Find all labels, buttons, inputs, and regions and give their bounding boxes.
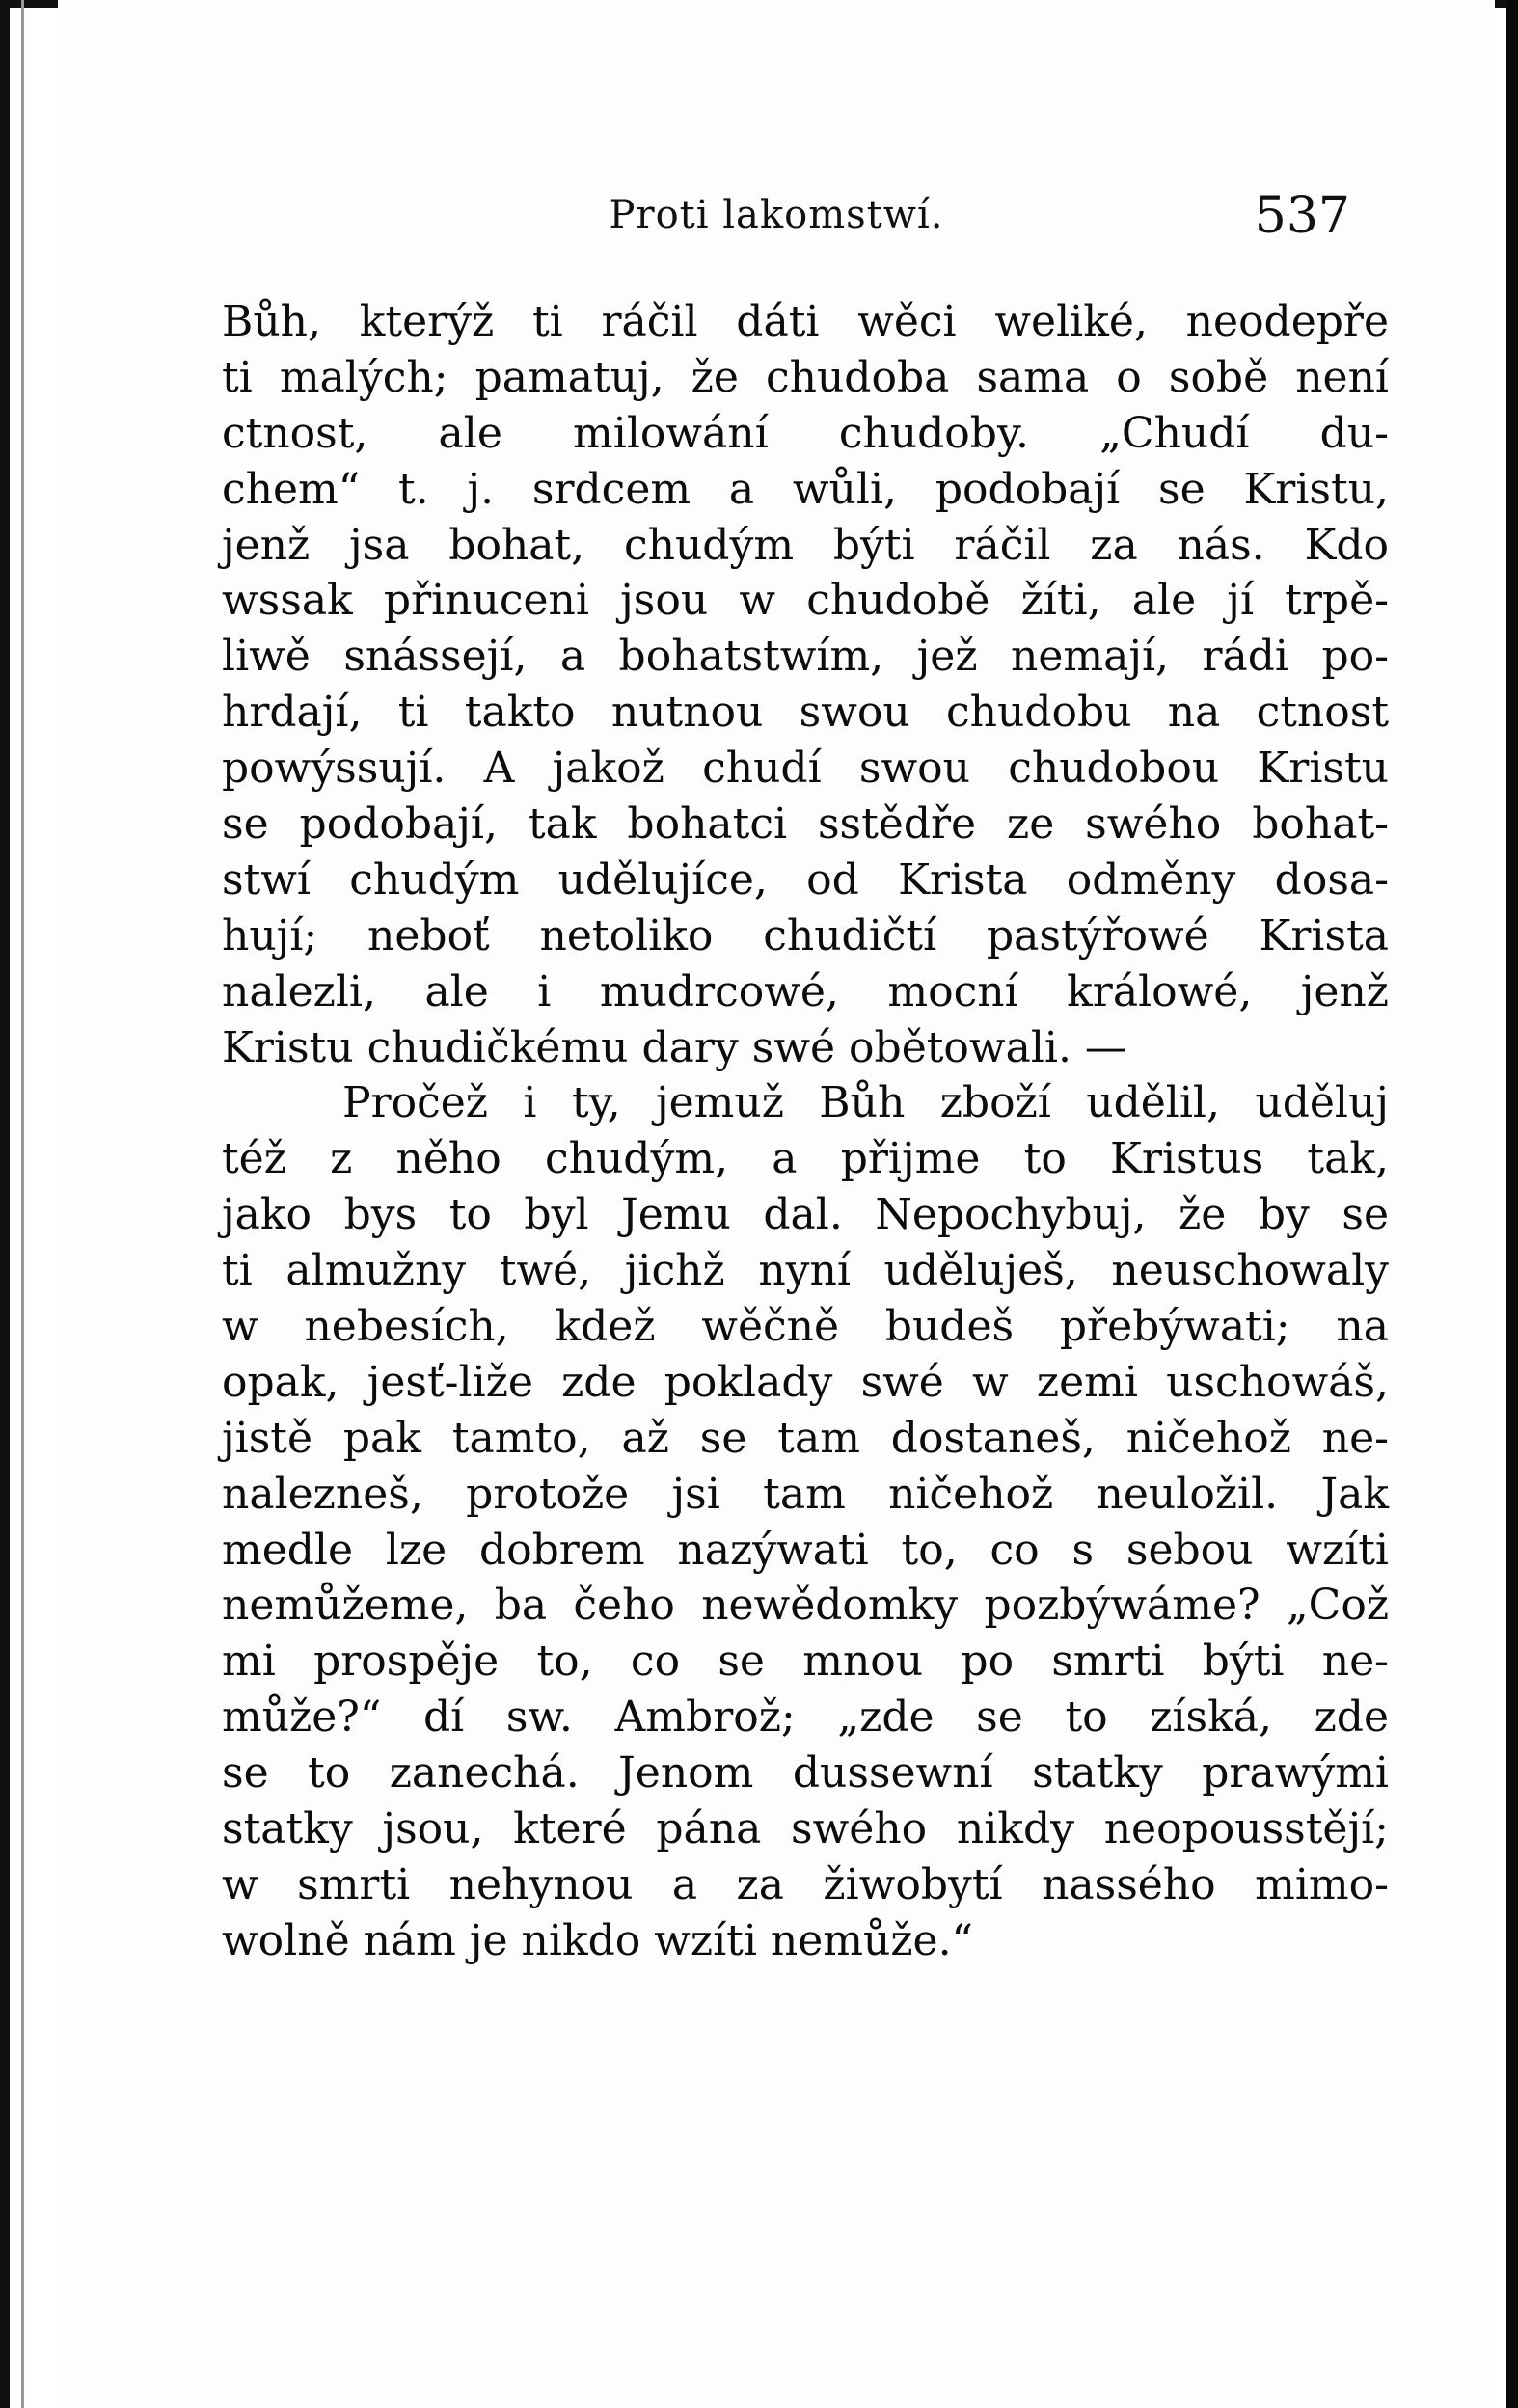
text-line: liwě snássejí, a bohatstwím, jež nemají, rádi po- (222, 632, 1389, 682)
text-line: Pročež i ty, jemuž Bůh zboží udělil, uděluj (342, 1078, 1389, 1128)
page-number: 537 (1254, 187, 1350, 245)
text-line: hují; neboť netoliko chudičtí pastýřowé Krista (222, 910, 1389, 960)
text-line: Kristu chudičkému dary swé obětowali. — (222, 1022, 1127, 1072)
text-line: jenž jsa bohat, chudým býti ráčil za nás. Kdo (222, 520, 1389, 570)
text-line: statky jsou, které pána swého nikdy neopousstějí; (222, 1804, 1389, 1854)
text-line: jako bys to byl Jemu dal. Nepochybuj, že by se (222, 1190, 1389, 1240)
text-line: opak, jesť-liže zde poklady swé w zemi uschowáš, (222, 1357, 1389, 1407)
text-line: medle lze dobrem nazýwati to, co s sebou wzíti (222, 1525, 1389, 1575)
text-line: může?“ dí sw. Ambrož; „zde se to získá, zde (222, 1692, 1389, 1743)
text-line: mi prospěje to, co se mnou po smrti býti ne- (222, 1637, 1389, 1687)
scan-edge-right (1506, 0, 1518, 2408)
text-line: se podobají, tak bohatci sstědře ze swého bohat- (222, 799, 1389, 850)
text-line: nalezneš, protože jsi tam ničehož neuložil. Jak (222, 1469, 1389, 1519)
text-line: stwí chudým udělujíce, od Krista odměny dosa- (222, 854, 1389, 905)
running-title: Proti lakomstwí. (609, 193, 944, 237)
scan-stripe-left (21, 0, 24, 2408)
body-text (222, 294, 1389, 1969)
text-line: ti almužny twé, jichž nyní uděluješ, neuschowaly (222, 1246, 1389, 1296)
text-line: wssak přinuceni jsou w chudobě žíti, ale jí trpě- (222, 576, 1389, 626)
text-line: w nebesích, kdež wěčně budeš přebýwati; na (222, 1302, 1389, 1352)
text-line: Bůh, kterýž ti ráčil dáti wěci weliké, neodepře (222, 297, 1389, 346)
page-header (58, 183, 1495, 251)
text-line: hrdají, ti takto nutnou swou chudobu na ctnost (222, 688, 1389, 738)
text-line: ctnost, ale milowání chudoby. „Chudí du- (222, 408, 1389, 458)
text-line: chem“ t. j. srdcem a wůli, podobají se Kristu, (222, 464, 1389, 514)
text-line: nemůžeme, ba čeho newědomky pozbýwáme? „Což (222, 1581, 1389, 1631)
text-line: ti malých; pamatuj, že chudoba sama o sobě není (222, 352, 1389, 402)
text-line: w smrti nehynou a za žiwobytí nassého mimo- (222, 1859, 1389, 1909)
text-line: se to zanechá. Jenom dussewní statky prawými (222, 1748, 1389, 1799)
text-line: wolně nám je nikdo wzíti nemůže.“ (222, 1915, 974, 1965)
text-line: též z něho chudým, a přijme to Kristus tak, (222, 1134, 1389, 1184)
text-line: powýssují. A jakož chudí swou chudobou Kristu (222, 744, 1389, 794)
text-line: nalezli, ale i mudrcowé, mocní králowé, jenž (222, 966, 1389, 1016)
book-page (58, 0, 1495, 2408)
scan-edge-left (0, 0, 10, 2408)
text-line: jistě pak tamto, až se tam dostaneš, ničehož ne- (222, 1413, 1389, 1463)
